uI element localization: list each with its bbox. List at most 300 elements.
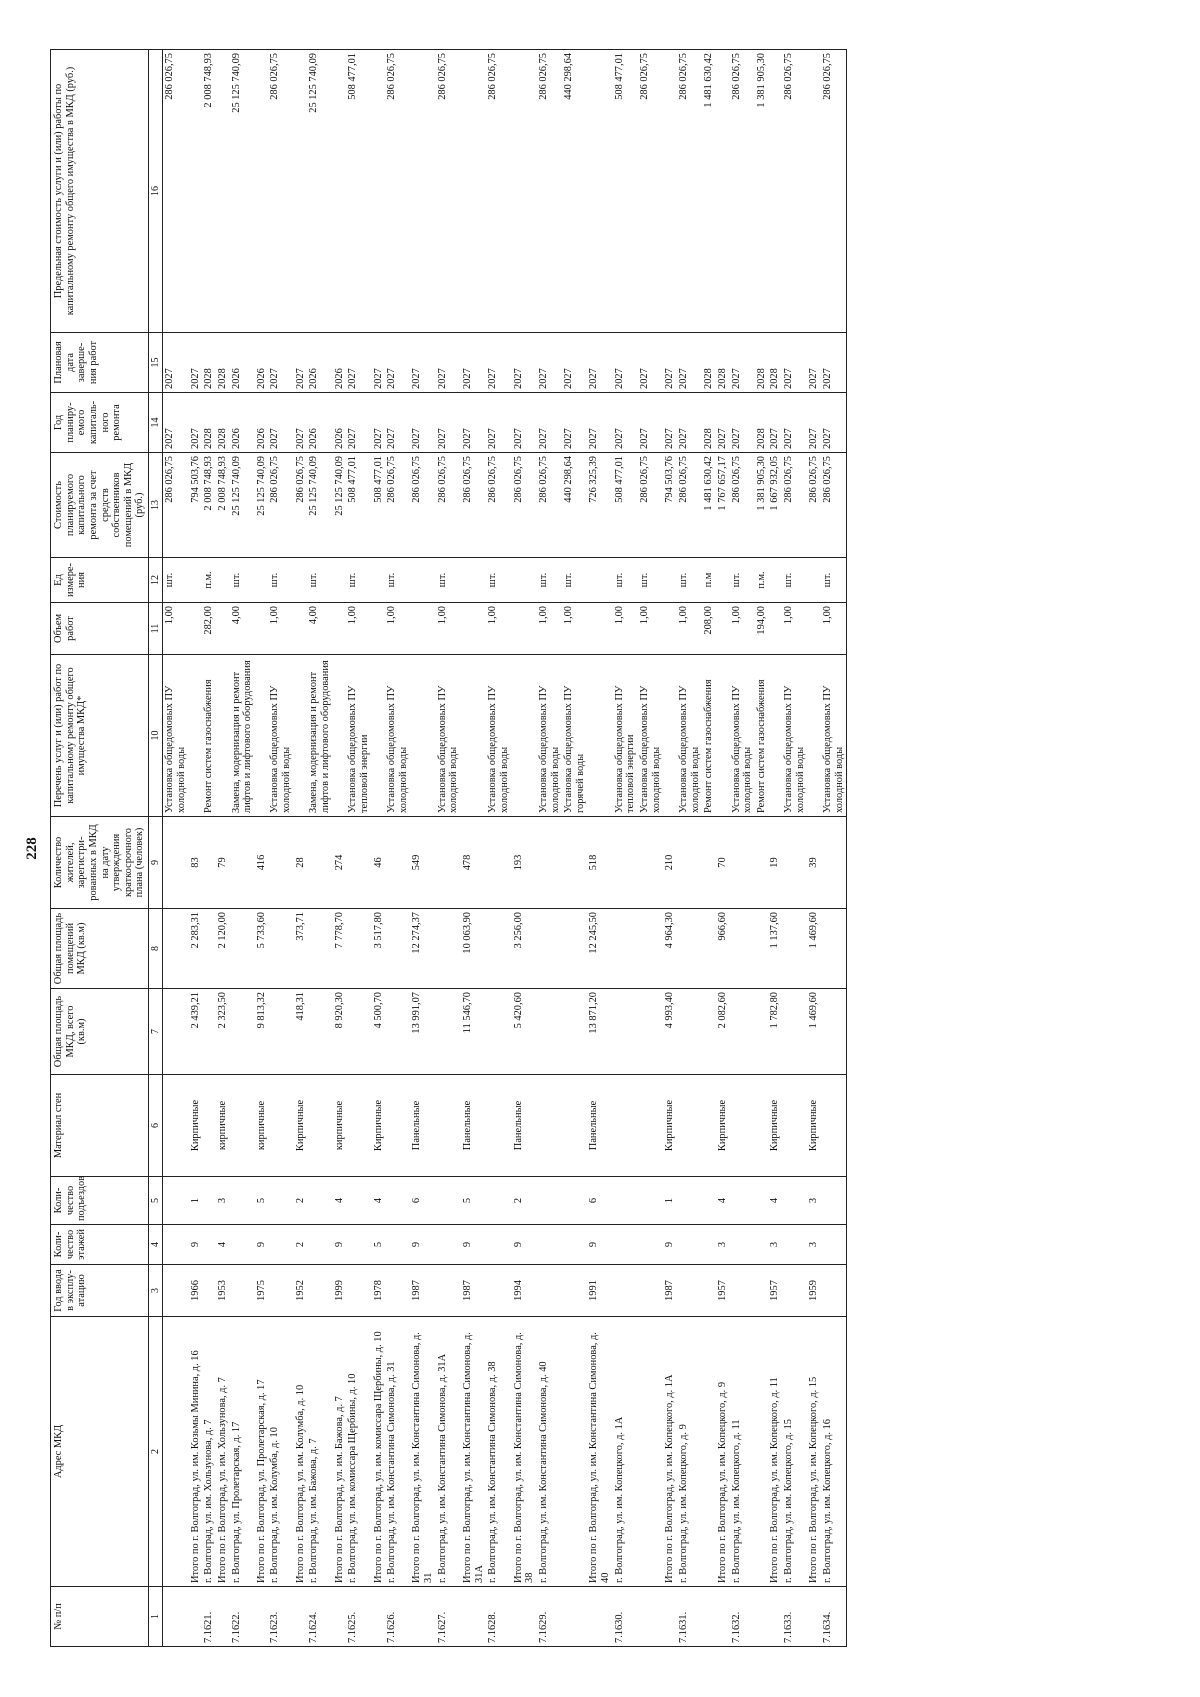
col-header: Плановая дата заверше-ния работ — [51, 333, 149, 393]
work-description-cell — [333, 655, 347, 817]
address-cell: г. Волгоград, ул. им. Бажова, д. 7 — [307, 1317, 332, 1587]
premises-area-cell: 1 469,60 — [807, 909, 821, 989]
address-cell: Итого по г. Волгоград, ул. им. Константина Симонова, д. 31 — [410, 1317, 435, 1587]
cost-limit-cell: 286 026,75 — [638, 50, 663, 333]
floors-cell — [486, 1225, 511, 1265]
planned-cost-cell: 1 767 657,17 — [716, 453, 730, 558]
entrances-cell — [307, 1177, 332, 1225]
unit-cell: шт. — [613, 558, 638, 603]
wall-material-cell — [537, 1075, 562, 1177]
cost-limit-cell: 2 008 748,93 — [202, 50, 216, 333]
work-description-cell — [807, 655, 821, 817]
work-description-cell: Ремонт систем газоснабжения — [202, 655, 216, 817]
cost-limit-cell — [663, 50, 677, 333]
work-description-cell: Установка общедомовых ПУ холодной воды — [163, 655, 189, 817]
wall-material-cell: Кирпичные — [189, 1075, 203, 1177]
address-cell: Итого по г. Волгоград, ул. им. комиссара Щербины, д. 10 — [372, 1317, 386, 1587]
completion-date-cell: 2026 — [255, 333, 269, 393]
cost-limit-cell: 25 125 740,09 — [230, 50, 255, 333]
unit-cell: шт. — [537, 558, 562, 603]
premises-area-cell: 12 274,37 — [410, 909, 435, 989]
planned-cost-cell: 286 026,75 — [512, 453, 537, 558]
address-cell — [702, 1317, 716, 1587]
floors-cell — [613, 1225, 638, 1265]
planned-cost-cell: 25 125 740,09 — [230, 453, 255, 558]
entrances-cell — [268, 1177, 293, 1225]
planned-cost-cell: 508 477,01 — [613, 453, 638, 558]
row-number-cell: 7.1630. — [613, 1587, 638, 1647]
row-number-cell — [255, 1587, 269, 1647]
completion-date-cell: 2027 — [562, 333, 587, 393]
floors-cell — [638, 1225, 663, 1265]
residents-cell — [436, 817, 461, 909]
floors-cell — [755, 1225, 769, 1265]
address-cell: Итого по г. Волгоград, ул. им. Хользунова, д. 7 — [216, 1317, 230, 1587]
floors-cell — [385, 1225, 410, 1265]
unit-cell: п.м. — [202, 558, 216, 603]
table-row — [807, 50, 821, 1647]
col-header: Объем работ — [51, 603, 149, 655]
work-description-cell — [410, 655, 435, 817]
year-built-cell — [755, 1265, 769, 1317]
unit-cell: шт. — [730, 558, 755, 603]
wall-material-cell: Панельные — [512, 1075, 537, 1177]
total-area-cell — [385, 989, 410, 1075]
residents-cell: 193 — [512, 817, 537, 909]
year-built-cell — [613, 1265, 638, 1317]
cost-limit-cell — [333, 50, 347, 333]
floors-cell: 9 — [410, 1225, 435, 1265]
unit-cell: шт. — [230, 558, 255, 603]
table-row — [663, 50, 677, 1647]
address-cell — [638, 1317, 663, 1587]
cost-limit-cell — [410, 50, 435, 333]
total-area-cell — [638, 989, 663, 1075]
total-area-cell — [613, 989, 638, 1075]
table-body — [163, 50, 847, 1647]
entrances-cell: 5 — [255, 1177, 269, 1225]
total-area-cell: 9 813,32 — [255, 989, 269, 1075]
repair-year-cell: 2027 — [807, 393, 821, 453]
work-volume-cell: 1,00 — [638, 603, 663, 655]
completion-date-cell: 2027 — [268, 333, 293, 393]
repair-year-cell: 2026 — [307, 393, 332, 453]
address-cell: Итого по г. Волгоград, ул. им. Козьмы Минина, д. 16 — [189, 1317, 203, 1587]
col-number: 2 — [149, 1317, 163, 1587]
cost-limit-cell — [716, 50, 730, 333]
unit-cell — [294, 558, 308, 603]
address-cell: Итого по г. Волгоград, ул. им. Копецкого, д. 9 — [716, 1317, 730, 1587]
year-built-cell — [821, 1265, 847, 1317]
year-built-cell: 1957 — [768, 1265, 782, 1317]
work-description-cell — [461, 655, 486, 817]
floors-cell — [268, 1225, 293, 1265]
address-cell: г. Волгоград, ул. им. Копецкого, д. 16 — [821, 1317, 847, 1587]
year-built-cell: 1994 — [512, 1265, 537, 1317]
entrances-cell — [230, 1177, 255, 1225]
residents-cell — [307, 817, 332, 909]
row-number-cell — [663, 1587, 677, 1647]
premises-area-cell: 2 120,00 — [216, 909, 230, 989]
cost-limit-cell — [216, 50, 230, 333]
floors-cell — [702, 1225, 716, 1265]
completion-date-cell: 2027 — [436, 333, 461, 393]
total-area-cell: 4 500,70 — [372, 989, 386, 1075]
planned-cost-cell: 794 503,76 — [189, 453, 203, 558]
floors-cell: 2 — [294, 1225, 308, 1265]
entrances-cell — [782, 1177, 807, 1225]
unit-cell — [587, 558, 612, 603]
work-description-cell — [189, 655, 203, 817]
planned-cost-cell: 286 026,75 — [782, 453, 807, 558]
wall-material-cell — [755, 1075, 769, 1177]
residents-cell — [821, 817, 847, 909]
total-area-cell — [702, 989, 716, 1075]
cost-limit-cell: 286 026,75 — [163, 50, 189, 333]
page-number: 228 — [24, 837, 40, 860]
floors-cell: 9 — [333, 1225, 347, 1265]
table-row — [385, 50, 410, 1647]
work-description-cell: Установка общедомовых ПУ холодной воды — [537, 655, 562, 817]
repair-year-cell: 2027 — [461, 393, 486, 453]
cost-limit-cell: 25 125 740,09 — [307, 50, 332, 333]
planned-cost-cell: 286 026,75 — [638, 453, 663, 558]
year-built-cell: 1991 — [587, 1265, 612, 1317]
completion-date-cell: 2028 — [202, 333, 216, 393]
unit-cell — [189, 558, 203, 603]
table-row — [410, 50, 435, 1647]
work-description-cell — [294, 655, 308, 817]
completion-date-cell: 2027 — [638, 333, 663, 393]
table-row — [782, 50, 807, 1647]
col-number: 6 — [149, 1075, 163, 1177]
residents-cell — [163, 817, 189, 909]
repair-year-cell: 2027 — [663, 393, 677, 453]
col-number: 7 — [149, 989, 163, 1075]
premises-area-cell — [702, 909, 716, 989]
work-description-cell: Установка общедомовых ПУ холодной воды — [385, 655, 410, 817]
work-description-cell: Ремонт систем газоснабжения — [702, 655, 716, 817]
work-volume-cell — [255, 603, 269, 655]
work-description-cell: Установка общедомовых ПУ горячей воды — [562, 655, 587, 817]
wall-material-cell — [202, 1075, 216, 1177]
wall-material-cell — [346, 1075, 371, 1177]
unit-cell: шт. — [562, 558, 587, 603]
wall-material-cell — [486, 1075, 511, 1177]
residents-cell — [613, 817, 638, 909]
col-header: Материал стен — [51, 1075, 149, 1177]
residents-cell: 28 — [294, 817, 308, 909]
row-number-cell — [768, 1587, 782, 1647]
work-description-cell: Установка общедомовых ПУ холодной воды — [436, 655, 461, 817]
work-volume-cell: 1,00 — [486, 603, 511, 655]
floors-cell: 9 — [189, 1225, 203, 1265]
premises-area-cell: 1 137,60 — [768, 909, 782, 989]
address-cell: г. Волгоград, ул. им. Константина Симонова, д. 31А — [436, 1317, 461, 1587]
row-number-cell — [189, 1587, 203, 1647]
planned-cost-cell: 286 026,75 — [385, 453, 410, 558]
address-cell: г. Волгоград, ул. им. Копецкого, д. 9 — [677, 1317, 702, 1587]
total-area-cell — [562, 989, 587, 1075]
repair-year-cell: 2027 — [782, 393, 807, 453]
row-number-cell: 7.1633. — [782, 1587, 807, 1647]
wall-material-cell: Панельные — [410, 1075, 435, 1177]
row-number-cell — [587, 1587, 612, 1647]
table-header-row — [51, 50, 149, 1647]
premises-area-cell: 3 256,00 — [512, 909, 537, 989]
premises-area-cell — [613, 909, 638, 989]
work-volume-cell — [372, 603, 386, 655]
total-area-cell: 418,31 — [294, 989, 308, 1075]
entrances-cell: 4 — [333, 1177, 347, 1225]
repair-year-cell: 2027 — [537, 393, 562, 453]
repair-year-cell: 2027 — [638, 393, 663, 453]
entrances-cell: 6 — [587, 1177, 612, 1225]
unit-cell — [333, 558, 347, 603]
planned-cost-cell: 286 026,75 — [730, 453, 755, 558]
row-number-cell: 7.1622. — [230, 1587, 255, 1647]
premises-area-cell — [562, 909, 587, 989]
work-volume-cell — [807, 603, 821, 655]
planned-cost-cell: 286 026,75 — [486, 453, 511, 558]
floors-cell: 9 — [461, 1225, 486, 1265]
premises-area-cell — [436, 909, 461, 989]
wall-material-cell: Кирпичные — [716, 1075, 730, 1177]
year-built-cell — [486, 1265, 511, 1317]
planned-cost-cell: 286 026,75 — [163, 453, 189, 558]
work-description-cell — [716, 655, 730, 817]
total-area-cell — [202, 989, 216, 1075]
residents-cell — [346, 817, 371, 909]
table-row — [216, 50, 230, 1647]
entrances-cell — [486, 1177, 511, 1225]
floors-cell — [537, 1225, 562, 1265]
address-cell: г. Волгоград, ул. им. Константина Симонова, д. 40 — [537, 1317, 562, 1587]
col-header: Перечень услуг и (или) работ по капитальному ремонту общего имущества МКД* — [51, 655, 149, 817]
planned-cost-cell: 286 026,75 — [677, 453, 702, 558]
floors-cell: 9 — [512, 1225, 537, 1265]
completion-date-cell: 2027 — [807, 333, 821, 393]
work-volume-cell — [189, 603, 203, 655]
wall-material-cell — [385, 1075, 410, 1177]
repair-plan-table — [50, 49, 847, 1647]
work-description-cell — [255, 655, 269, 817]
completion-date-cell: 2027 — [613, 333, 638, 393]
unit-cell — [716, 558, 730, 603]
work-description-cell: Установка общедомовых ПУ холодной воды — [677, 655, 702, 817]
planned-cost-cell: 25 125 740,09 — [307, 453, 332, 558]
repair-year-cell: 2027 — [821, 393, 847, 453]
year-built-cell: 1959 — [807, 1265, 821, 1317]
total-area-cell: 13 991,07 — [410, 989, 435, 1075]
completion-date-cell: 2027 — [677, 333, 702, 393]
completion-date-cell: 2026 — [307, 333, 332, 393]
col-number: 5 — [149, 1177, 163, 1225]
total-area-cell — [346, 989, 371, 1075]
table-row — [702, 50, 716, 1647]
premises-area-cell — [677, 909, 702, 989]
repair-year-cell: 2027 — [372, 393, 386, 453]
col-number: 12 — [149, 558, 163, 603]
premises-area-cell — [537, 909, 562, 989]
residents-cell: 46 — [372, 817, 386, 909]
entrances-cell: 1 — [663, 1177, 677, 1225]
col-header: Стоимость планируемого капитального ремонта за счет средств собственников помещений в МКД (руб.) — [51, 453, 149, 558]
work-volume-cell: 1,00 — [268, 603, 293, 655]
completion-date-cell: 2028 — [702, 333, 716, 393]
work-volume-cell: 1,00 — [436, 603, 461, 655]
table-row — [333, 50, 347, 1647]
wall-material-cell — [230, 1075, 255, 1177]
year-built-cell: 1987 — [461, 1265, 486, 1317]
year-built-cell: 1952 — [294, 1265, 308, 1317]
planned-cost-cell: 1 381 905,30 — [755, 453, 769, 558]
address-cell: г. Волгоград, ул. им. Хользунова, д. 7 — [202, 1317, 216, 1587]
entrances-cell: 3 — [216, 1177, 230, 1225]
work-volume-cell — [768, 603, 782, 655]
year-built-cell — [268, 1265, 293, 1317]
floors-cell — [782, 1225, 807, 1265]
floors-cell: 9 — [255, 1225, 269, 1265]
completion-date-cell: 2026 — [333, 333, 347, 393]
residents-cell: 39 — [807, 817, 821, 909]
work-description-cell: Установка общедомовых ПУ холодной воды — [268, 655, 293, 817]
premises-area-cell: 12 245,50 — [587, 909, 612, 989]
col-number: 15 — [149, 333, 163, 393]
unit-cell: шт. — [163, 558, 189, 603]
entrances-cell — [702, 1177, 716, 1225]
wall-material-cell: Панельные — [461, 1075, 486, 1177]
total-area-cell — [268, 989, 293, 1075]
unit-cell: шт. — [385, 558, 410, 603]
planned-cost-cell: 25 125 740,09 — [333, 453, 347, 558]
unit-cell: шт. — [346, 558, 371, 603]
unit-cell — [410, 558, 435, 603]
row-number-cell: 7.1628. — [486, 1587, 511, 1647]
residents-cell: 416 — [255, 817, 269, 909]
premises-area-cell — [755, 909, 769, 989]
address-cell: г. Волгоград, ул. им. Константина Симонова, д. 38 — [486, 1317, 511, 1587]
repair-year-cell: 2027 — [562, 393, 587, 453]
wall-material-cell — [821, 1075, 847, 1177]
year-built-cell: 1987 — [663, 1265, 677, 1317]
floors-cell — [562, 1225, 587, 1265]
table-row — [436, 50, 461, 1647]
table-row — [730, 50, 755, 1647]
col-number: 13 — [149, 453, 163, 558]
completion-date-cell: 2027 — [730, 333, 755, 393]
total-area-cell — [677, 989, 702, 1075]
col-number: 11 — [149, 603, 163, 655]
total-area-cell — [436, 989, 461, 1075]
entrances-cell — [677, 1177, 702, 1225]
year-built-cell: 1957 — [716, 1265, 730, 1317]
planned-cost-cell: 1 667 932,05 — [768, 453, 782, 558]
col-header: Ед измере-ния — [51, 558, 149, 603]
premises-area-cell — [202, 909, 216, 989]
entrances-cell — [613, 1177, 638, 1225]
planned-cost-cell: 508 477,01 — [372, 453, 386, 558]
residents-cell: 549 — [410, 817, 435, 909]
table-row — [163, 50, 189, 1647]
work-description-cell — [587, 655, 612, 817]
wall-material-cell — [562, 1075, 587, 1177]
wall-material-cell — [730, 1075, 755, 1177]
entrances-cell: 1 — [189, 1177, 203, 1225]
table-row — [268, 50, 293, 1647]
work-description-cell: Установка общедомовых ПУ холодной воды — [782, 655, 807, 817]
wall-material-cell — [702, 1075, 716, 1177]
year-built-cell — [436, 1265, 461, 1317]
work-volume-cell: 4,00 — [307, 603, 332, 655]
total-area-cell: 5 420,60 — [512, 989, 537, 1075]
repair-year-cell: 2027 — [768, 393, 782, 453]
premises-area-cell — [821, 909, 847, 989]
table-row — [677, 50, 702, 1647]
entrances-cell — [385, 1177, 410, 1225]
cost-limit-cell: 508 477,01 — [346, 50, 371, 333]
premises-area-cell: 4 964,30 — [663, 909, 677, 989]
entrances-cell: 4 — [716, 1177, 730, 1225]
completion-date-cell: 2028 — [216, 333, 230, 393]
premises-area-cell — [486, 909, 511, 989]
address-cell — [562, 1317, 587, 1587]
residents-cell — [562, 817, 587, 909]
premises-area-cell — [638, 909, 663, 989]
col-header: Коли-чество этажей — [51, 1225, 149, 1265]
year-built-cell — [346, 1265, 371, 1317]
repair-year-cell: 2028 — [702, 393, 716, 453]
work-description-cell — [768, 655, 782, 817]
table-row — [562, 50, 587, 1647]
address-cell: г. Волгоград, ул. им. Копецкого, д. 15 — [782, 1317, 807, 1587]
floors-cell — [346, 1225, 371, 1265]
address-cell: Итого по г. Волгоград, ул. им. Копецкого, д. 15 — [807, 1317, 821, 1587]
total-area-cell: 1 782,80 — [768, 989, 782, 1075]
address-cell: г. Волгоград, ул. им. Копецкого, д. 11 — [730, 1317, 755, 1587]
col-header: Год ввода в эксплу-атацию — [51, 1265, 149, 1317]
work-description-cell: Установка общедомовых ПУ тепловой энергии — [613, 655, 638, 817]
row-number-cell — [333, 1587, 347, 1647]
floors-cell — [730, 1225, 755, 1265]
repair-year-cell: 2027 — [385, 393, 410, 453]
residents-cell — [755, 817, 769, 909]
wall-material-cell: кирпичные — [255, 1075, 269, 1177]
planned-cost-cell: 2 008 748,93 — [202, 453, 216, 558]
table-row — [255, 50, 269, 1647]
table-row — [230, 50, 255, 1647]
completion-date-cell: 2027 — [821, 333, 847, 393]
unit-cell: шт. — [486, 558, 511, 603]
floors-cell: 4 — [216, 1225, 230, 1265]
cost-limit-cell: 286 026,75 — [436, 50, 461, 333]
row-number-cell — [216, 1587, 230, 1647]
col-number: 3 — [149, 1265, 163, 1317]
work-volume-cell: 208,00 — [702, 603, 716, 655]
residents-cell — [202, 817, 216, 909]
cost-limit-cell: 286 026,75 — [677, 50, 702, 333]
premises-area-cell — [385, 909, 410, 989]
residents-cell — [537, 817, 562, 909]
wall-material-cell: Кирпичные — [663, 1075, 677, 1177]
table-row — [587, 50, 612, 1647]
work-description-cell: Установка общедомовых ПУ холодной воды — [638, 655, 663, 817]
col-number: 16 — [149, 50, 163, 333]
work-volume-cell: 1,00 — [562, 603, 587, 655]
cost-limit-cell — [807, 50, 821, 333]
residents-cell: 79 — [216, 817, 230, 909]
table-row — [821, 50, 847, 1647]
